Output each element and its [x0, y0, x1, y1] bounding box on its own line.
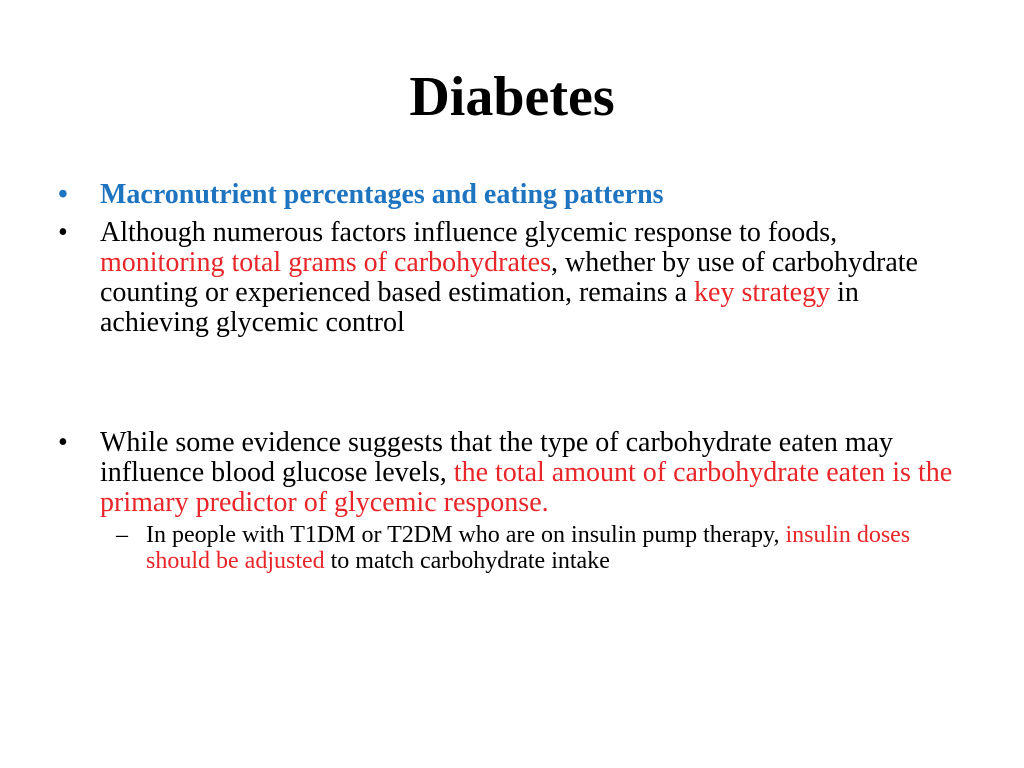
bullet-item-glycemic-response: [58, 218, 958, 338]
bullet-text: Macronutrient percentages and eating patterns: [100, 179, 664, 210]
bullet-emphasis: monitoring total grams of carbohydrates: [100, 247, 551, 278]
sub-bullet-marker: –: [116, 522, 128, 548]
bullet-text: in achieving glycemic control: [100, 277, 859, 338]
slide-title: Diabetes: [409, 66, 615, 128]
bullet-marker: •: [58, 179, 68, 210]
bullet-text: , whether by use of carbohydrate counting or experienced based estimation, remains a: [100, 247, 918, 308]
bullet-item-macronutrient: [58, 180, 958, 210]
sub-bullet-text: In people with T1DM or T2DM who are on insulin pump therapy,: [146, 522, 786, 548]
bullet-marker: •: [58, 217, 68, 248]
bullet-text: While some evidence suggests that the type of carbohydrate eaten may influence blood glucose levels,: [100, 427, 894, 488]
bullet-text: Although numerous factors influence glycemic response to foods,: [100, 217, 838, 248]
bullet-emphasis: the total amount of carbohydrate eaten is the primary predictor of glycemic response.: [100, 457, 953, 518]
bullet-item-carbohydrate-type: [58, 428, 958, 518]
bullet-list: [58, 180, 958, 598]
bullet-emphasis: key strategy: [694, 277, 831, 308]
sub-bullet-text: to match carbohydrate intake: [324, 548, 610, 574]
sub-bullet-emphasis: insulin doses should be adjusted: [146, 522, 911, 574]
sub-bullet-insulin-pump: [58, 522, 958, 574]
bullet-marker: •: [58, 427, 68, 458]
